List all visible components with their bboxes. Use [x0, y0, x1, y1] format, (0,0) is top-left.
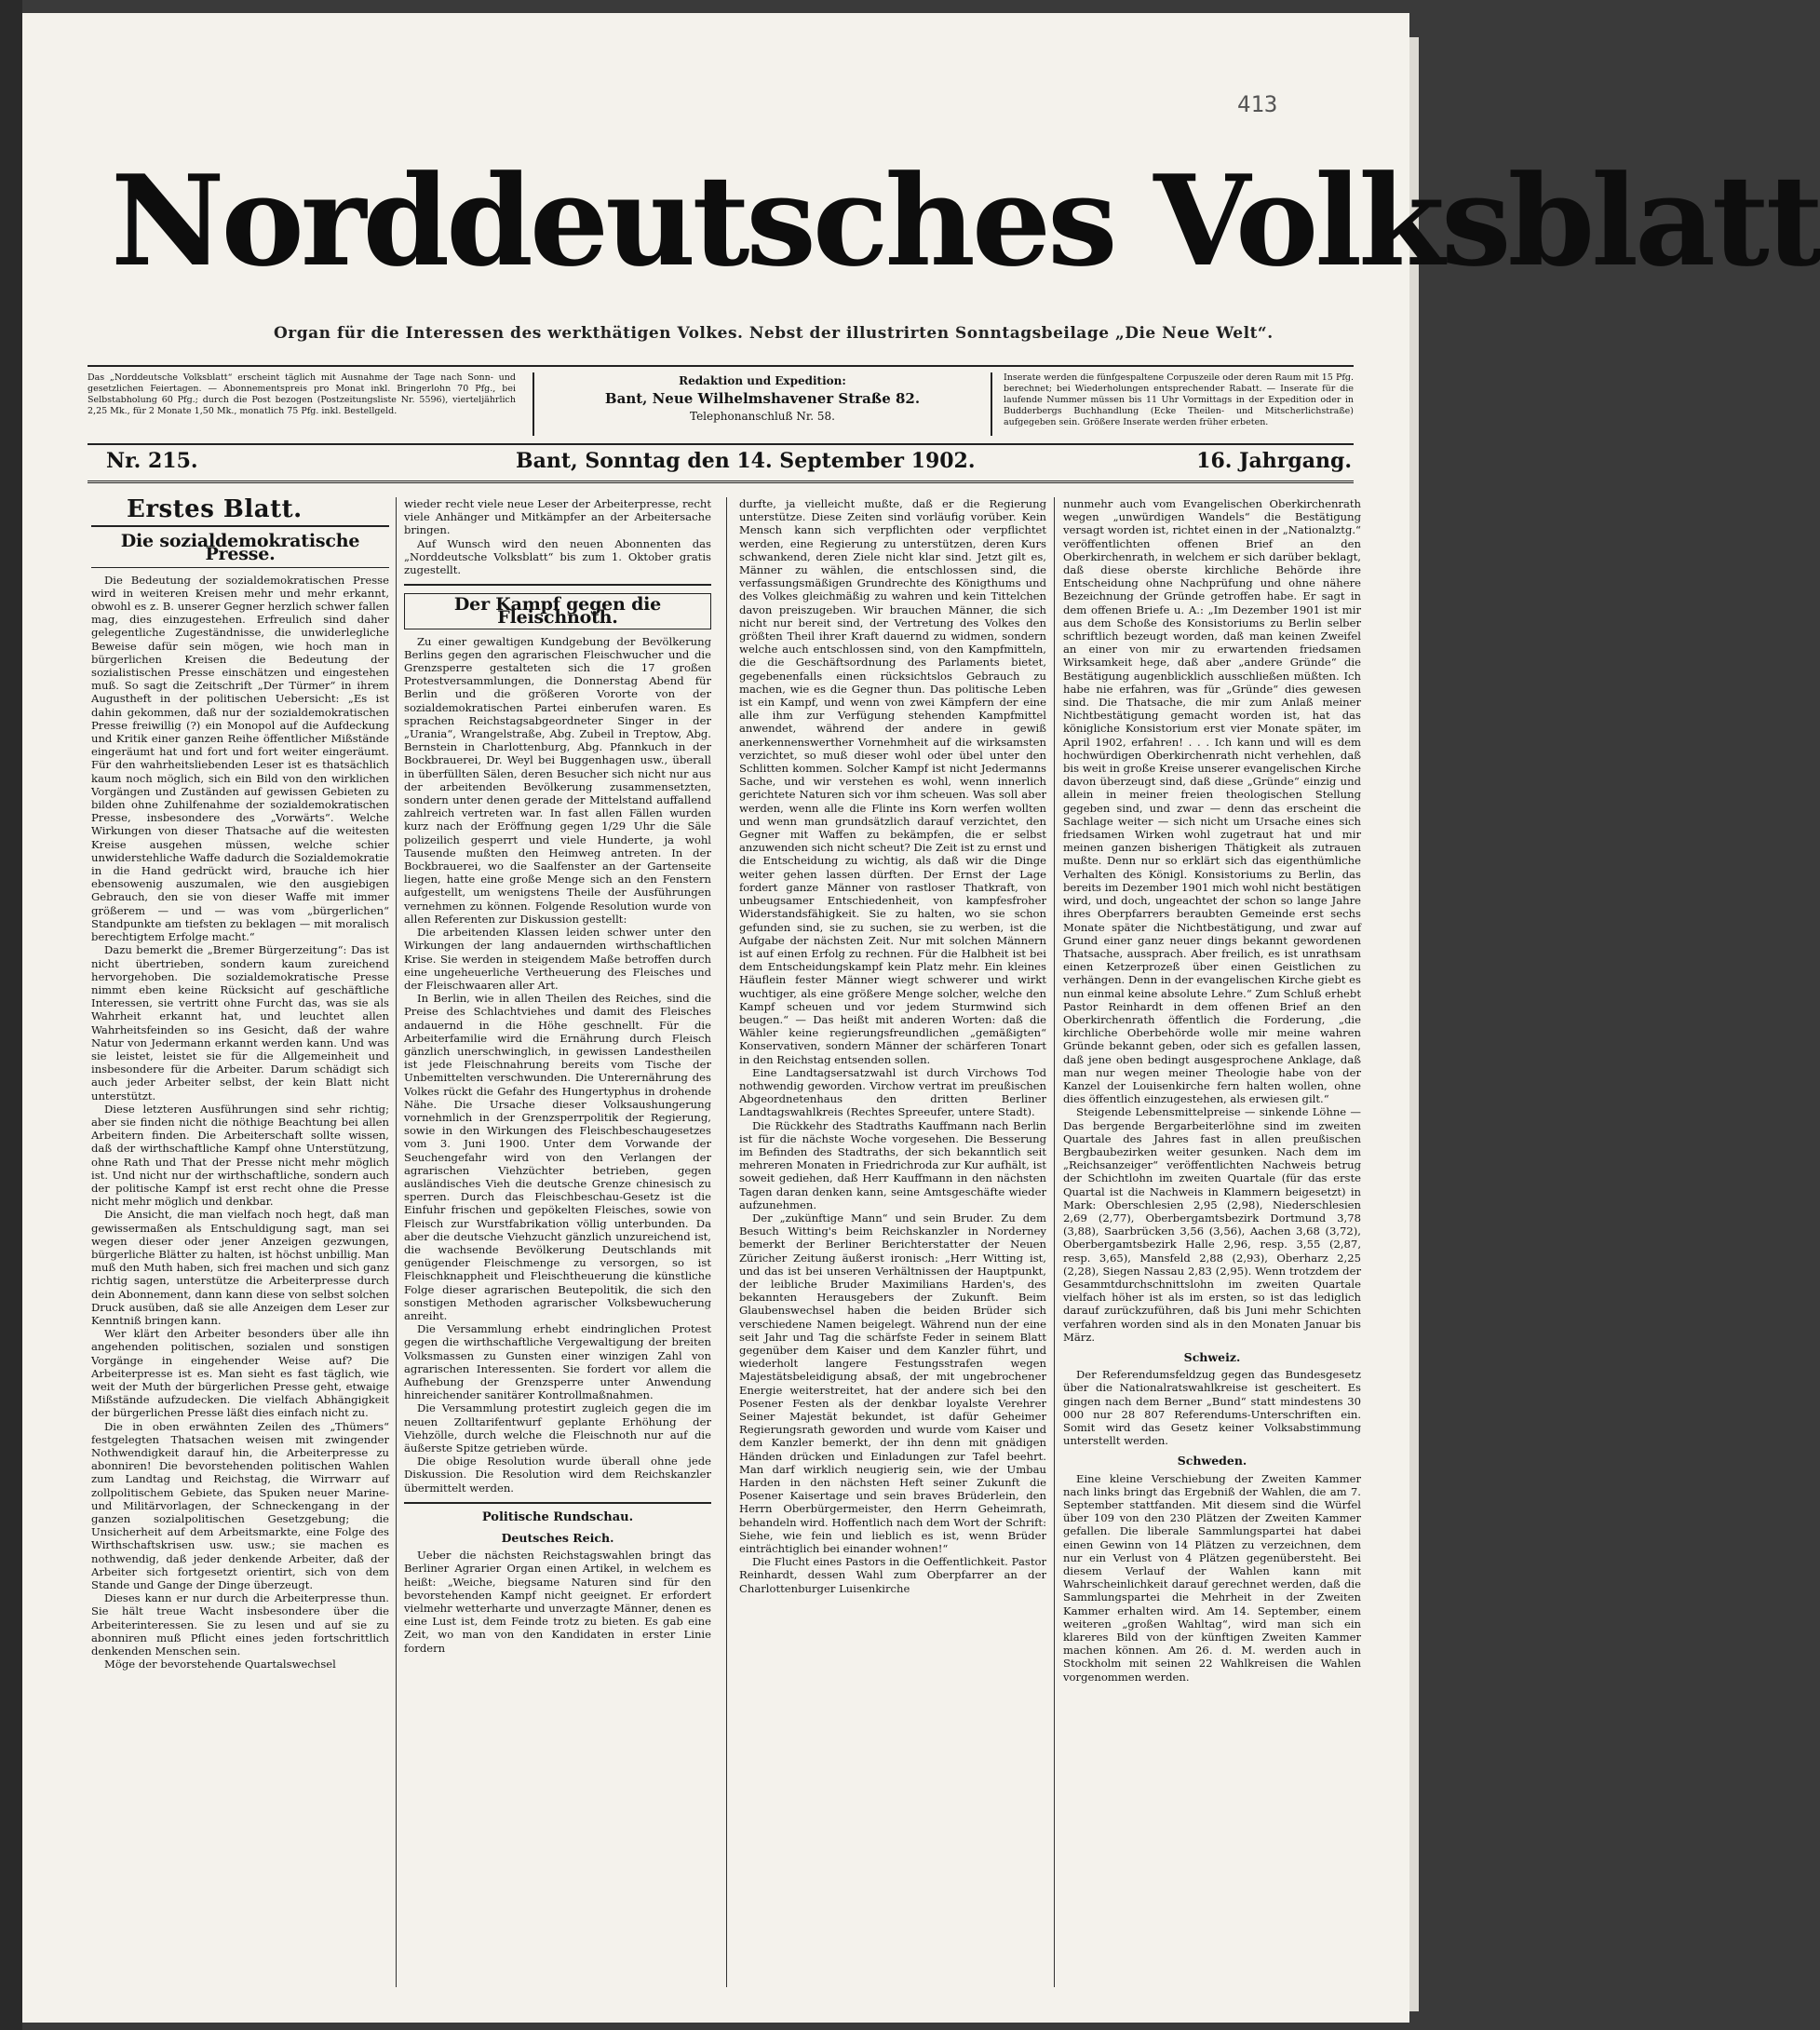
article-paragraph: Diese letzteren Ausführungen sind sehr richtig; aber sie finden nicht die nöthige Beachtung bei allen Arbeitern finden. Die Arbeiterschaft sollte wissen, daß der wirthschaftliche Kampf ohne Unterstützung, ohne Rath und That der Presse nicht mehr möglich ist. Und nicht nur der wirthschaftliche, sondern auch der politische Kampf ist erst recht ohne die Presse nicht mehr möglich und denkbar.	[91, 1102, 389, 1209]
advertising-info: Inserate werden die fünfgespaltene Corpuszeile oder deren Raum mit 15 Pfg. berechnet; bei Wiederholungen entsprechender Rabatt. — Inserate für die laufende Nummer müssen bis 11 Uhr Vormittags in der Expedition oder in Budderbergs Buchhandlung (Ecke Theilen- und Mitscherlichstraße) aufgegeben sein. Größere Inserate werden früher erbeten.	[1004, 372, 1354, 427]
article-paragraph: Wer klärt den Arbeiter besonders über alle ihn angehenden politischen, sozialen und sonstigen Vorgänge in eingehender Weise auf? Die Arbeiterpresse ist es. Man sieht es fast täglich, wie weit der Muth der bürgerlichen Presse geht, etwaige Mißstände aufzudecken. Die vielfach Abhängigkeit der bürgerlichen Presse läßt dies einfach nicht zu.	[91, 1327, 389, 1420]
section-heading-sweden: Schweden.	[1177, 1454, 1247, 1468]
article-paragraph: Dieses kann er nur durch die Arbeiterpresse thun. Sie hält treue Wacht insbesondere über die Arbeiterinteressen. Sie zu lesen und auf sie zu abonniren muß Pflicht eines jeden fortschrittlich denkenden Menschen sein.	[91, 1591, 389, 1658]
article-paragraph: Eine kleine Verschiebung der Zweiten Kammer nach links bringt das Ergebniß der Wahlen, die am 7. September stattfanden. Mit diesem sind die Würfel über 109 von den 230 Plätzen der Zweiten Kammer gefallen. Die liberale Sammlungspartei hat dabei einen Gewinn von 14 Plätzen zu verzeichnen, dem nur ein Verlust von 4 Plätzen gegenübersteht. Bei diesem Verlauf der Wahlen kann mit Wahrscheinlichkeit darauf gerechnet werden, daß die Sammlungspartei die Mehrheit in der Zweiten Kammer erhalten wird. Am 14. September, einem weiteren „großen Wahltag“, wird man sich ein klareres Bild von der künftigen Zweiten Kammer machen können. Am 26. d. M. werden auch in Stockholm mit seinen 22 Wahlkreisen die Wahlen vorgenommen werden.	[1063, 1471, 1361, 1684]
editorial-street: Bant, Neue Wilhelmshavener Straße 82.	[604, 390, 921, 407]
article-paragraph: Ueber die nächsten Reichstagswahlen bringt das Berliner Agrarier Organ einen Artikel, in welchem es heißt: „Weiche, biegsame Naturen sind für den bevorstehenden Kampf nicht geeignet. Er erfordert vielmehr wetterharte und unverzagte Männer, denen es eine Lust ist, dem Feinde trotz zu bieten. Es gab eine Zeit, wo man von den Kandidaten in erster Linie fordern	[404, 1549, 711, 1655]
article-paragraph: In Berlin, wie in allen Theilen des Reiches, sind die Preise des Schlachtviehes und damit des Fleisches andauernd in die Höhe geschnellt. Für die Arbeiterfamilie wird die Ernährung durch Fleisch gänzlich unerschwinglich, in gewissen Landestheilen ist jede Fleischnahrung bereits vom Tische der Unbemittelten verschwunden. Die Unterernährung des Volkes rückt die Gefahr des Hungertyphus in drohende Nähe. Die Ursache dieser Volksaushungerung vornehmlich in der Grenzsperrpolitik der Regierung, sowie in den Wirkungen des Fleischbeschaugesetzes vom 3. Juni 1900. Unter dem Vorwande der Seuchengefahr wird von den Verlangen der agrarischen Viehzüchter betrieben, gegen ausländisches Vieh die deutsche Grenze chinesisch zu sperren. Durch das Fleischbeschau-Gesetz ist die Einfuhr frischen und gepökelten Fleisches, sowie von Fleisch zur Wurstfabrikation völlig unterbunden. Da aber die deutsche Viehzucht gänzlich unzureichend ist, die wachsende Bevölkerung Deutschlands mit genügender Fleischmenge zu versorgen, so ist Fleischknappheit und Fleischtheuerung die künstliche Folge dieser agrarischen Beutepolitik, die sich den sonstigen Methoden agrarischer Volksbewucherung anreiht.	[404, 992, 711, 1322]
article-paragraph: Die Versammlung protestirt zugleich gegen die im neuen Zolltarifentwurf geplante Erhöhung der Viehzölle, durch welche die Fleischnoth nur auf die äußerste Spitze getrieben würde.	[404, 1401, 711, 1455]
article-paragraph: Die Versammlung erhebt eindringlichen Protest gegen die wirthschaftliche Vergewaltigung der breiten Volksmassen zu Gunsten einer winzigen Zahl von agrarischen Interessenten. Sie fordert vor allem die Aufhebung der Grenzsperre unter Anwendung hinreichender sanitärer Kontrollmaßnahmen.	[404, 1322, 711, 1402]
editorial-phone: Telephonanschluß Nr. 58.	[690, 410, 835, 423]
section-heading: Politische Rundschau.	[481, 1509, 634, 1524]
article-paragraph: nunmehr auch vom Evangelischen Oberkirchenrath wegen „unwürdigen Wandels“ die Bestätigung versagt worden ist, richtet einen in der „Nationalztg.“ veröffentlichten offenen Brief an den Oberkirchenrath, in welchem er sich darüber beklagt, daß diese oberste kirchliche Behörde ihre Entscheidung ohne Nachprüfung und ohne nähere Bezeichnung der Gründe getroffen habe. Er sagt in dem offenen Briefe u. A.: „Im Dezember 1901 ist mir aus dem Schoße des Konsistoriums zu Berlin selber schriftlich bezeugt worden, daß man keinen Zweifel an einer von mir zu erwartenden friedsamen Wirksamkeit hege, daß aber „andere Gründe“ die Bestätigung augenblicklich ausschließen müßten. Ich habe nie erfahren, was für „Gründe“ dies gewesen sind. Die Thatsache, die mir zum Anlaß meiner Nichtbestätigung gemacht worden ist, hat das königliche Konsistorium erst vier Monate später, im April 1902, erfahren! . . . Ich kann und will es dem hochwürdigen Oberkirchenrath nicht verhehlen, daß bis weit in große Kreise unserer evangelischen Kirche davon überzeugt sind, daß diese „Gründe“ einzig und allein in meiner freien theologischen Stellung gegeben sind, und zwar — denn das erscheint die Sachlage weiter — sich nicht um Ursache eines sich friedsamen Wirken wohl zugetraut hat und mir meinen ganzen bisherigen Thätigkeit als zutrauen mußte. Denn nur so erklärt sich das eigenthümliche Verhalten des Königl. Konsistoriums zu Berlin, das bereits im Dezember 1901 mich wohl nicht bestätigen wird, und doch, ungeachtet der schon so lange Jahre ihres Oberpfarrers beraubten Gemeinde erst sechs Monate später die Nichtbestätigung, und zwar auf Grund einer ganz neuer dings bekannt gewordenen Thatsache, aussprach. Aber freilich, es ist unrathsam einen Ketzerprozeß über einen Geistlichen zu verhängen. Denn in der evangelischen Kirche giebt es nun einmal keine absolute Lehre.“ Zum Schluß erhebt Pastor Reinhardt in dem offenen Brief an den Oberkirchenrath öffentlich die Forderung, „die kirchliche Oberbehörde wolle mir meine wahren Gründe bekannt geben, oder sich es gefallen lassen, daß jene oben bedingt ausgesprochene Anklage, daß man nur wegen meiner Theologie habe von der Kanzel der Louisenkirche fern halten wollen, ohne dies öffentlich einzugestehen, als erwiesen gilt.“	[1063, 497, 1361, 1106]
article-paragraph: Der Referendumsfeldzug gegen das Bundesgesetz über die Nationalratswahlkreise ist gescheitert. Es gingen nach dem Berner „Bund“ statt mindestens 30 000 nur 28 807 Referendums-Unterschriften ein. Somit wird das Gesetz keiner Volksabstimmung unterstellt werden.	[1063, 1368, 1361, 1448]
article-headline: Die sozialdemokratische Presse.	[120, 531, 360, 565]
column-rule	[396, 497, 397, 1987]
article-paragraph: Die obige Resolution wurde überall ohne jede Diskussion. Die Resolution wird dem Reichskanzler übermittelt werden.	[404, 1455, 711, 1495]
column-1	[91, 497, 389, 1987]
article-paragraph: Dazu bemerkt die „Bremer Bürgerzeitung“: Das ist nicht übertrieben, sondern kaum zureichend hervorgehoben. Die sozialdemokratische Presse nimmt eben keine Rücksicht auf geschäftliche Interessen, sie vertritt ohne Furcht das, was sie als Wahrheit erkannt hat, und leuchtet allen Wahrheitsfeinden so ins Gesicht, daß der wahre Natur von Jedermann erkannt werden kann. Und was sie leistet, leistet sie für die Allgemeinheit und insbesondere für die Arbeiter. Darum schädigt sich auch jeder Arbeiter selbst, der kein Blatt nicht unterstützt.	[91, 943, 389, 1103]
first-sheet-label: Erstes Blatt.	[127, 495, 303, 523]
column-rule	[726, 497, 727, 1987]
masthead-subtitle: Organ für die Interessen des werkthätigen Volkes. Nebst der illustrirten Sonntagsbeilage „Die Neue Welt“.	[274, 324, 1274, 343]
article-paragraph: Die Ansicht, die man vielfach noch hegt, daß man gewissermaßen als Entschuldigung sagt, man sei wegen dieser oder jener Anzeigen gezwungen, bürgerliche Blätter zu halten, ist höchst unbillig. Man muß den Muth haben, sich frei machen und sich ganz richtig sagen, unterstütze die Arbeiterpresse durch dein Abonnement, dann kann diese von selbst solchen Druck ausüben, daß sie alle Anzeigen dem Leser zur Kenntniß bringen kann.	[91, 1208, 389, 1327]
binding-shadow	[0, 0, 22, 2030]
column-4	[1063, 497, 1361, 1987]
article-paragraph: Steigende Lebensmittelpreise — sinkende Löhne — Das bergende Bergarbeiterlöhne sind im zweiten Quartale des Jahres fast in allen preußischen Bergbaubezirken weiter gesunken. Nach dem im „Reichsanzeiger“ veröffentlichten Nachweis betrug der Schichtlohn im zweiten Quartale (für das erste Quartal ist die Nachweis in Klammern beigesetzt) in Mark: Oberschlesien 2,95 (2,98), Niederschlesien 2,69 (2,77), Oberbergamtsbezirk Dortmund 3,78 (3,88), Saarbrücken 3,56 (3,56), Aachen 3,68 (3,72), Oberbergamtsbezirk Halle 2,96, resp. 3,55 (2,87, resp. 3,65), Mansfeld 2,88 (2,93), Oberharz 2,25 (2,28), Siegen Nassau 2,83 (2,95). Wenn trotzdem der Gesammtdurchschnittslohn im zweiten Quartale vielfach höher ist als im ersten, so ist das lediglich darauf zurückzuführen, daß bis Juni mehr Schichten verfahren worden sind als in den Monaten Januar bis März.	[1063, 1105, 1361, 1344]
article-paragraph: Die in oben erwähnten Zeilen des „Thümers“ festgelegten Thatsachen weisen mit zwingender Nothwendigkeit darauf hin, die Arbeiterpresse zu abonniren! Die bevorstehenden politischen Wahlen zum Landtag und Reichstag, die Wirrwarr auf zollpolitischem Gebiete, das Spuken neuer Marine- und Militärvorlagen, der Schneckengang in der ganzen sozialpolitischen Gesetzgebung; die Unsicherheit auf dem Arbeitsmarkte, eine Folge des Wirthschaftskrisen usw. usw.; sie machen es nothwendig, daß jeder denkende Arbeiter, daß der Arbeiter sich fortgesetzt orientirt, sich von dem Stande und Gange der Dinge überzeugt.	[91, 1419, 389, 1592]
article-paragraph: Die Flucht eines Pastors in die Oeffentlichkeit. Pastor Reinhardt, dessen Wahl zum Oberpfarrer an der Charlottenburger Luisenkirche	[739, 1555, 1046, 1595]
article-paragraph: Die arbeitenden Klassen leiden schwer unter den Wirkungen der lang andauernden wirthschaftlichen Krise. Sie werden in steigendem Maße betroffen durch eine ungeheuerliche Vertheuerung des Fleisches und der Fleischwaaren aller Art.	[404, 926, 711, 992]
article-paragraph: Möge der bevorstehende Quartalswechsel	[104, 1658, 336, 1671]
column-3	[739, 497, 1046, 1987]
article-paragraph: durfte, ja vielleicht mußte, daß er die Regierung unterstütze. Diese Zeiten sind vorläufig vorüber. Kein Mensch kann sich verpflichten oder verpflichtet werden, eine Regierung zu unterstützen, deren Kurs schwankend, deren Ziele nicht klar sind. Jetzt gilt es, Männer zu wählen, die entschlossen sind, die verfassungsmäßigen Grundrechte des Königthums und des Volkes gleichmäßig zu wahren und kein Tittelchen davon preiszugeben. Wir brauchen Männer, die sich nicht nur bereit sind, der Vertretung des Volkes den größten Theil ihrer Kraft dauernd zu widmen, sondern welche auch entschlossen sind, von den Kampfmitteln, die die Geschäftsordnung des Parlaments bietet, gegebenenfalls einen rücksichtslos Gebrauch zu machen, wie es die Gegner thun. Das politische Leben ist ein Kampf, und wenn von zwei Kämpfern der eine alle ihm zur Verfügung stehenden Kampfmittel anwendet, während der andere in gewiß anerkennenswerther Vornehmheit auf die wirksamsten verzichtet, so muß dieser wohl oder übel unter den Schlitten kommen. Solcher Kampf ist nicht Jedermanns Sache, und wir verstehen es wohl, wenn innerlich gerichtete Naturen sich vor ihm scheuen. Was soll aber werden, wenn alle die Flinte ins Korn werfen wollten und wenn man grundsätzlich darauf verzichtet, den Gegner mit Waffen zu bekämpfen, die er selbst anzuwenden sich nicht scheut? Die Zeit ist zu ernst und die Entscheidung zu wichtig, als daß wir die Dinge weiter gehen lassen dürften. Der Ernst der Lage fordert ganze Männer von rastloser Thatkraft, von unbeugsamer Entschiedenheit, von kampfesfroher Widerstandsfähigkeit. Sie zu halten, wo sie schon gefunden sind, sie zu suchen, sie zu werben, ist die Aufgabe der nächsten Zeit. Nur mit solchen Männern ist auf einen Erfolg zu rechnen. Für die Halbheit ist bei dem Entscheidungskampf kein Platz mehr. Ein kleines Häuflein fester Männer wiegt schwerer und wirkt wuchtiger, als eine größere Menge solcher, welche den Kampf scheuen und vor jedem Sturmwind sich beugen.“ — Das heißt mit anderen Worten: daß die Wähler keine regierungsfreundlichen „gemäßigten“ Konservativen, sondern Männer der schärferen Tonart in den Reichstag entsenden sollen.	[739, 497, 1046, 1066]
page-number: 413	[1237, 91, 1278, 117]
column-rule	[1054, 497, 1055, 1987]
article-paragraph: Die Rückkehr des Stadtraths Kauffmann nach Berlin ist für die nächste Woche vorgesehen. Die Besserung im Befinden des Stadtraths, der sich bekanntlich seit mehreren Monaten in Friedrichroda zur Kur aufhält, ist soweit gediehen, daß Herr Kauffmann in den nächsten Tagen daran denken kann, seine Amtsgeschäfte wieder aufzunehmen.	[739, 1118, 1046, 1211]
article-headline: Der Kampf gegen die Fleischnoth.	[404, 593, 711, 629]
editorial-address	[533, 372, 992, 436]
issue-date: Bant, Sonntag den 14. September 1902.	[516, 449, 976, 473]
issue-row	[88, 447, 1354, 483]
subsection-heading: Deutsches Reich.	[501, 1531, 614, 1546]
issue-year: 16. Jahrgang.	[1196, 449, 1352, 473]
article-paragraph: Eine Landtagsersatzwahl ist durch Virchows Tod nothwendig geworden. Virchow vertrat im preußischen Abgeordnetenhaus den dritten Berliner Landtagswahlkreis (Rechtes Spreeufer, untere Stadt).	[739, 1065, 1046, 1119]
article-paragraph: Der „zukünftige Mann“ und sein Bruder. Zu dem Besuch Witting's beim Reichskanzler in Norderney bemerkt der Berliner Berichterstatter der Neuen Züricher Zeitung äußerst ironisch: „Herr Witting ist, und das ist bei unseren Verhältnissen der Hauptpunkt, der leibliche Bruder Maximilians Harden's, des bekannten Herausgebers der Zukunft. Beim Glaubenswechsel haben die beiden Brüder sich verschiedene Namen beigelegt. Während nun der eine seit Jahr und Tag die schärfste Feder in seinem Blatt gegenüber dem Kaiser und dem Kanzler führt, und wiederholt langere Festungsstrafen wegen Majestätsbeleidigung absaß, der mit ungebrochener Energie weiterstreitet, hat der andere sich bei den Posener Festen als der denkbar loyalste Verehrer Seiner Majestät bekundet, ist dafür Geheimer Regierungsrath geworden und wurde vom Kaiser und dem Kanzler bemerkt, der ihn denn mit gnädigen Händen drücken und Einladungen zur Tafel beehrt. Man darf wirklich neugierig sein, wie der Umbau Harden in den nächsten Heft seiner Zukunft die Posener Kaisertage und sein braves Brüderlein, den Herrn Oberbürgermeister, den Herrn Geheimrath, behandeln wird. Hoffentlich nach dem Wort der Schrift: Siehe, wie fein und lieblich es ist, wenn Brüder einträchtiglich bei einander wohnen!“	[739, 1211, 1046, 1556]
subscription-info: Das „Norddeutsche Volksblatt“ erscheint täglich mit Ausnahme der Tage nach Sonn- und gesetzlichen Feiertagen. — Abonnementspreis pro Monat inkl. Bringerlohn 70 Pfg., bei Selbstabholung 60 Pfg.; durch die Post bezogen (Postzeitungsliste Nr. 5596), vierteljährlich 2,25 Mk., für 2 Monate 1,50 Mk., monatlich 75 Pfg. inkl. Bestellgeld.	[88, 372, 516, 416]
editorial-heading: Redaktion und Expedition:	[679, 374, 846, 387]
masthead-title: Norddeutsches Volksblatt	[111, 147, 1820, 294]
article-paragraph: wieder recht viele neue Leser der Arbeiterpresse, recht viele Anhänger und Mitkämpfer an der Arbeitersache bringen.	[404, 497, 711, 537]
section-heading-switzerland: Schweiz.	[1183, 1350, 1241, 1364]
info-bar	[88, 365, 1354, 445]
article-paragraph: Zu einer gewaltigen Kundgebung der Bevölkerung Berlins gegen den agrarischen Fleischwucher und die Grenzsperre gestalteten sich die 17 großen Protestversammlungen, die Donnerstag Abend für Berlin und die größeren Vororte von der sozialdemokratischen Partei einberufen waren. Es sprachen Reichstagsabgeordneter Singer in der „Urania“, Wrangelstraße, Abg. Zubeil in Treptow, Abg. Bernstein in Charlottenburg, Abg. Pfannkuch in der Bockbrauerei, Dr. Weyl bei Buggenhagen usw., überall in überfüllten Sälen, deren Besucher sich nicht nur aus der arbeitenden Bevölkerung zusammensetzten, sondern unter denen gerade der Mittelstand auffallend zahlreich vertreten war. In fast allen Fällen wurden kurz nach der Eröffnung gegen 1/29 Uhr die Säle polizeilich gesperrt und viele Hunderte, ja wohl Tausende mußten den Heimweg antreten. In der Bockbrauerei, wo die Saalfenster an der Gartenseite liegen, hatte eine große Menge sich an den Fenstern aufgestellt, um wenigstens Theile der Ausführungen vernehmen zu können. Folgende Resolution wurde von allen Referenten zur Diskussion gestellt:	[404, 634, 711, 926]
issue-number: Nr. 215.	[106, 449, 198, 473]
article-paragraph: Die Bedeutung der sozialdemokratischen Presse wird in weiteren Kreisen mehr und mehr erkannt, obwohl es z. B. unserer Gegner herzlich schwer fallen mag, dies einzugestehen. Erfreulich sind daher gelegentliche Zugeständnisse, die unwiderlegliche Beweise dafür sein mögen, wie hoch man in bürgerlichen Kreisen die Bedeutung der sozialistischen Presse einschätzen und eingestehen muß. So sagt die Zeitschrift „Der Türmer“ in ihrem Augustheft in der politischen Uebersicht: „Es ist dahin gekommen, daß nur der sozialdemokratischen Presse freiwillig (?) ein Monopol auf die Aufdeckung und Kritik einer ganzen Reihe öffentlicher Mißstände eingeräumt hat und fort und fort weiter eingeräumt. Für den wahrheitsliebenden Leser ist es thatsächlich kaum noch möglich, sich ein Bild von den wirklichen Vorgängen und Zuständen auf gewissen Gebieten zu bilden ohne Zuhilfenahme der sozialdemokratischen Presse, insbesondere des „Vorwärts“. Welche Wirkungen von dieser Thatsache auf die weitesten Kreise ausgehen müssen, welche schier unwiderstehliche Waffe dadurch die Sozialdemokratie in die Hand gedrückt wird, brauche ich hier ebensowenig auszumalen, wie den ausgiebigen Gebrauch, den sie von dieser Waffe mit immer größerem — und — was vom „bürgerlichen“ Standpunkte am tiefsten zu beklagen — mit moralisch berechtigtem Erfolge macht.“	[91, 573, 389, 944]
article-paragraph: Auf Wunsch wird den neuen Abonnenten das „Norddeutsche Volksblatt“ bis zum 1. Oktober gratis zugestellt.	[404, 536, 711, 577]
newspaper-page	[22, 13, 1820, 2023]
column-2	[404, 497, 711, 1987]
